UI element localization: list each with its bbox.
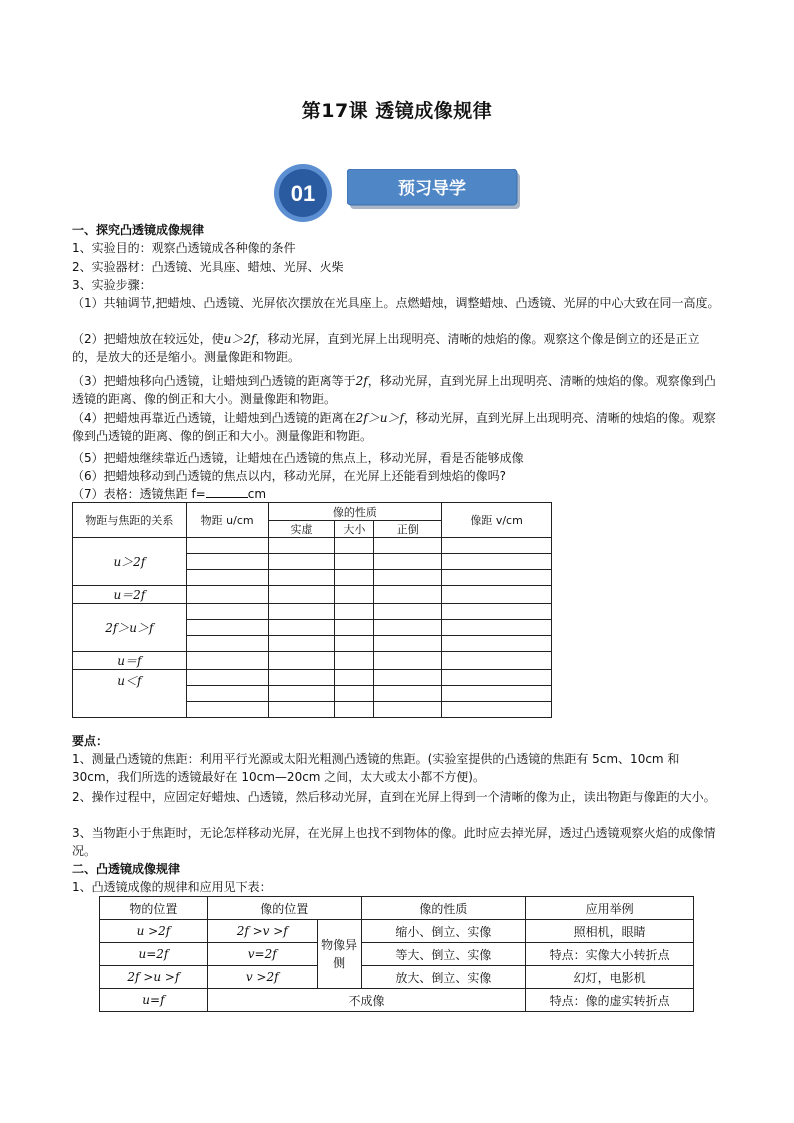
image-nature-cell: 不成像	[207, 989, 525, 1012]
header-image-nature: 像的性质	[268, 503, 442, 521]
image-nature-cell: 放大、倒立、实像	[361, 966, 526, 989]
step-6: （6）把蜡烛移动到凸透镜的焦点以内，移动光屏，在光屏上还能看到烛焰的像吗?	[72, 469, 507, 483]
step-5: （5）把蜡烛继续靠近凸透镜，让蜡烛在凸透镜的焦点上，移动光屏，看是否能够成像	[72, 451, 524, 465]
application-cell: 照相机，眼睛	[526, 920, 694, 943]
page-title: 第17课 透镜成像规律	[301, 100, 493, 122]
application-cell: 特点：实像大小转折点	[526, 943, 694, 966]
condition-cell: u＝2f	[73, 586, 187, 604]
header-relation: 物距与焦距的关系	[73, 503, 187, 538]
application-cell: 特点：像的虚实转折点	[526, 989, 694, 1012]
note-1: 1、测量凸透镜的焦距：利用平行光源或太阳光粗测凸透镜的焦距。(实验室提供的凸透镜的焦距有 5cm、10cm 和 30cm，我们所选的透镜最好在 10cm—20cm 之间，太大或太小都不方便)。	[72, 752, 680, 784]
imaging-rules-table	[99, 896, 694, 1012]
same-side-label: 物像异侧	[317, 920, 361, 989]
header-image-distance: 像距 v/cm	[442, 503, 552, 538]
notes-heading: 要点：	[72, 734, 109, 748]
object-position-cell: u=f	[100, 989, 208, 1012]
image-position-cell: 2f >v >f	[207, 920, 317, 943]
condition-cell: u＝f	[73, 652, 187, 670]
image-nature-cell: 缩小、倒立、实像	[361, 920, 526, 943]
experiment-record-table	[72, 502, 552, 718]
object-position-cell: u >2f	[100, 920, 208, 943]
banner-label: 预习导学	[398, 179, 466, 199]
header-orientation: 正倒	[374, 521, 442, 538]
header-image-position: 像的位置	[207, 897, 361, 920]
steps-title: 3、实验步骤：	[72, 278, 152, 292]
section-label-banner	[347, 169, 520, 209]
step-4: （4）把蜡烛再靠近凸透镜，让蜡烛到凸透镜的距离在2f＞u＞f，移动光屏，直到光屏上出现明亮、清晰的烛焰的像。观察像到凸透镜的距离、像的倒正和大小。测量像距和物距。	[72, 411, 716, 443]
header-size: 大小	[335, 521, 374, 538]
condition-cell: u＞2f	[73, 538, 187, 586]
experiment-purpose: 1、实验目的：观察凸透镜成各种像的条件	[72, 241, 296, 255]
header-object-distance: 物距 u/cm	[186, 503, 268, 538]
header-object-position: 物的位置	[100, 897, 208, 920]
header-application: 应用举例	[526, 897, 694, 920]
part2-heading: 二、凸透镜成像规律	[72, 862, 181, 876]
badge-number: 01	[290, 181, 316, 206]
condition-cell: u＜f	[73, 670, 187, 718]
part1-heading: 一、探究凸透镜成像规律	[72, 223, 205, 237]
note-3: 3、当物距小于焦距时，无论怎样移动光屏，在光屏上也找不到物体的像。此时应去掉光屏，透过凸透镜观察火焰的成像情况。	[72, 826, 716, 858]
object-position-cell: u=2f	[100, 943, 208, 966]
image-position-cell: v >2f	[207, 966, 317, 989]
step-7: （7）表格：透镜焦距 f= cm	[72, 487, 267, 501]
header-image-nature: 像的性质	[361, 897, 526, 920]
header-real-virtual: 实虚	[268, 521, 335, 538]
part2-intro: 1、凸透镜成像的规律和应用见下表：	[72, 880, 272, 894]
section-number-badge	[273, 163, 333, 223]
experiment-equipment: 2、实验器材：凸透镜、光具座、蜡烛、光屏、火柴	[72, 260, 344, 274]
step-1: （1）共轴调节,把蜡烛、凸透镜、光屏依次摆放在光具座上。点燃蜡烛，调整蜡烛、凸透镜、光屏的中心大致在同一高度。	[72, 296, 720, 310]
note-2: 2、操作过程中，应固定好蜡烛、凸透镜，然后移动光屏，直到在光屏上得到一个清晰的像为止，读出物距与像距的大小。	[72, 790, 716, 804]
object-position-cell: 2f >u >f	[100, 966, 208, 989]
application-cell: 幻灯，电影机	[526, 966, 694, 989]
condition-cell: 2f＞u＞f	[73, 604, 187, 652]
step-3: （3）把蜡烛移向凸透镜，让蜡烛到凸透镜的距离等于2f，移动光屏，直到光屏上出现明亮、清晰的烛焰的像。观察像到凸透镜的距离、像的倒正和大小。测量像距和物距。	[72, 374, 716, 406]
step-2: （2）把蜡烛放在较远处，使u＞2f，移动光屏，直到光屏上出现明亮、清晰的烛焰的像。观察这个像是倒立的还是正立的，是放大的还是缩小。测量像距和物距。	[72, 332, 700, 364]
image-nature-cell: 等大、倒立、实像	[361, 943, 526, 966]
focal-length-blank	[206, 486, 248, 498]
image-position-cell: v=2f	[207, 943, 317, 966]
